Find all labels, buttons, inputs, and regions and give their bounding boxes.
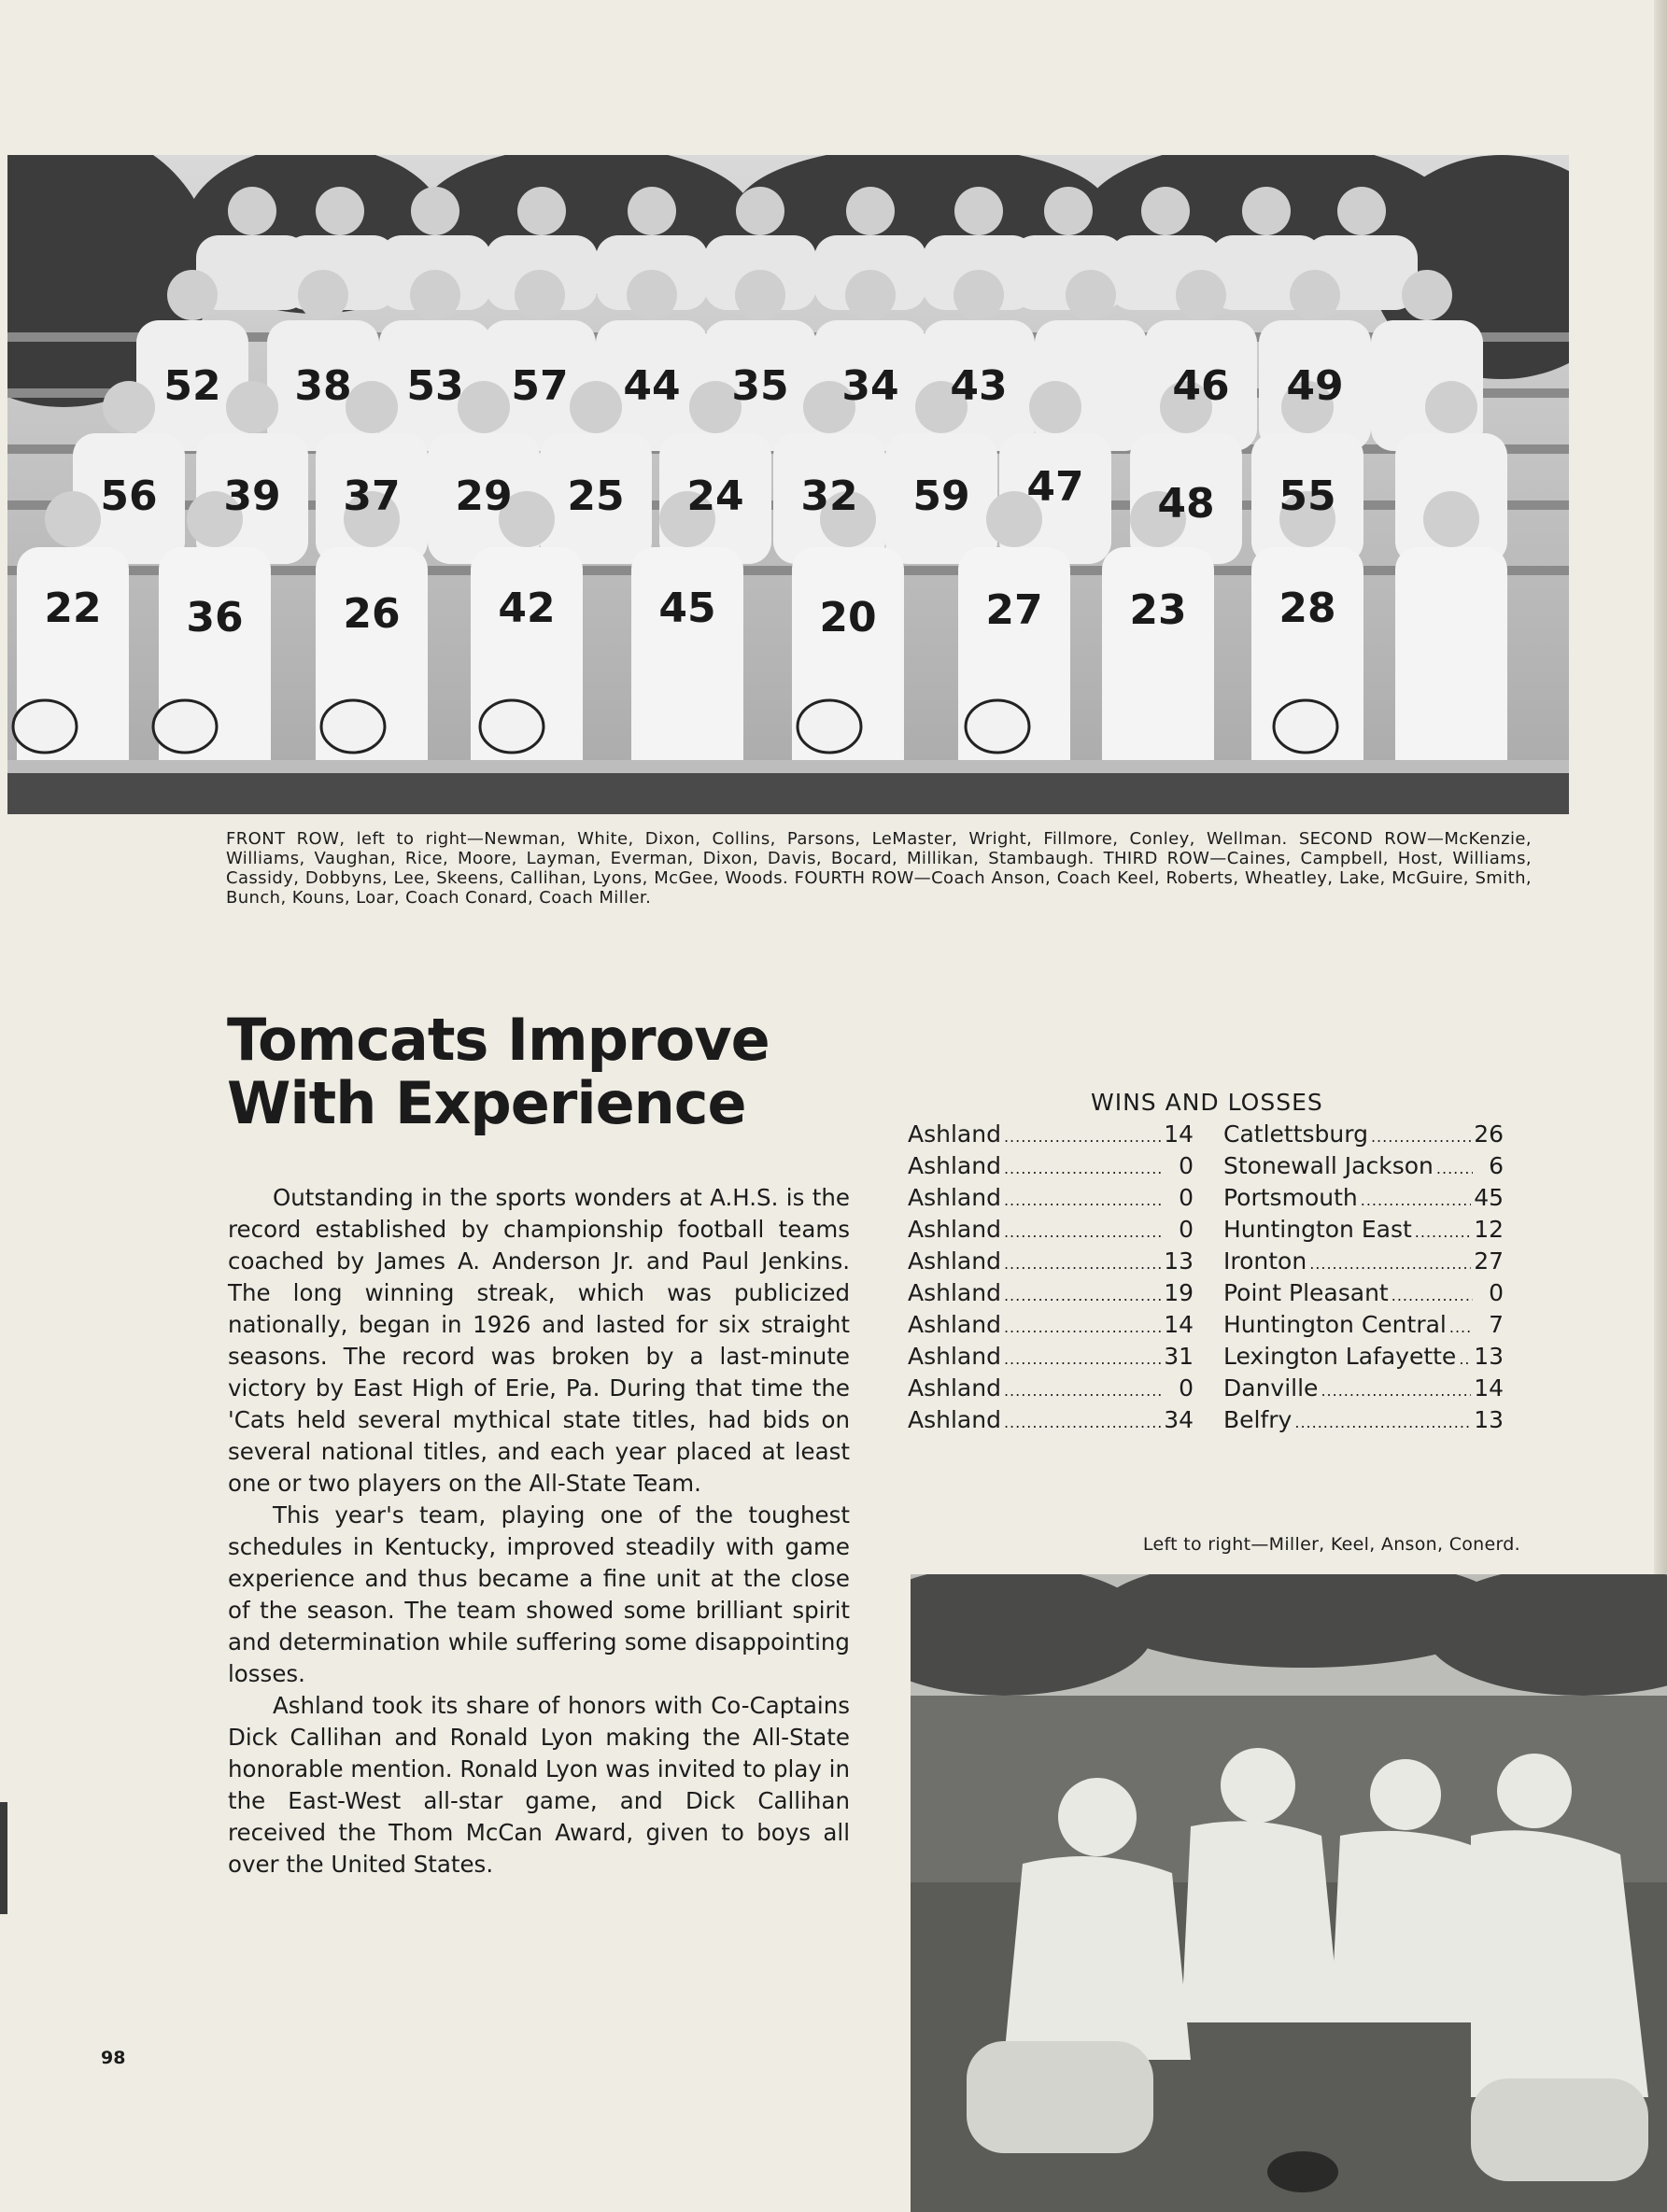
ashland-result — [908, 1404, 1194, 1439]
opponent-score: 0 — [1489, 1279, 1504, 1306]
player-head — [517, 187, 566, 235]
jersey-number: 45 — [658, 585, 716, 632]
helmet — [480, 700, 544, 753]
jersey-number: 26 — [343, 590, 401, 638]
headline-line: With Experience — [227, 1069, 746, 1137]
leader-dots — [1371, 1119, 1471, 1153]
player-head — [45, 491, 101, 547]
jersey-number: 22 — [44, 585, 102, 632]
leader-dots — [1436, 1150, 1473, 1185]
leader-dots — [1004, 1214, 1163, 1248]
coach-photo — [911, 1574, 1667, 2212]
leader-dots — [1294, 1404, 1471, 1439]
jersey-number: 20 — [819, 594, 877, 641]
article-body — [228, 1182, 850, 1881]
player-head — [1402, 270, 1452, 320]
helmet — [1274, 700, 1337, 753]
team-score: 0 — [1179, 1374, 1194, 1402]
ashland-result — [908, 1150, 1194, 1185]
team-score: 13 — [1164, 1247, 1194, 1275]
opponent-name: Belfry — [1223, 1406, 1293, 1433]
coach-photo-graphic — [911, 1574, 1667, 2212]
player-head — [346, 381, 398, 433]
jersey-number: 32 — [800, 472, 858, 520]
jersey-number: 34 — [841, 362, 899, 410]
player-head — [1290, 270, 1340, 320]
player-head — [846, 187, 895, 235]
jersey-number: 38 — [294, 362, 352, 410]
opponent-score: 26 — [1474, 1120, 1504, 1148]
player-head — [1337, 187, 1386, 235]
player-head — [954, 270, 1004, 320]
ashland-result — [908, 1182, 1194, 1217]
player-head — [1425, 381, 1477, 433]
leader-dots — [1415, 1214, 1471, 1248]
game-row — [908, 1341, 1533, 1373]
leader-dots — [1459, 1341, 1471, 1375]
jersey-number: 37 — [343, 472, 401, 520]
opponent-name: Stonewall Jackson — [1223, 1152, 1434, 1179]
game-row — [908, 1119, 1533, 1150]
player-head — [411, 187, 459, 235]
opponent-name: Danville — [1223, 1374, 1319, 1402]
opponent-score: 45 — [1474, 1184, 1504, 1211]
player-head — [736, 187, 784, 235]
team-name: Ashland — [908, 1374, 1001, 1402]
jersey-number: 43 — [950, 362, 1008, 410]
opponent-result — [1223, 1119, 1504, 1153]
player-head — [228, 187, 276, 235]
leader-dots — [1004, 1119, 1161, 1153]
leader-dots — [1392, 1277, 1473, 1312]
player-head — [410, 270, 460, 320]
player-head — [226, 381, 278, 433]
game-row — [908, 1246, 1533, 1277]
jersey-number: 47 — [1026, 463, 1084, 511]
game-row — [908, 1150, 1533, 1182]
article-headline — [227, 1008, 806, 1135]
opponent-result — [1223, 1214, 1504, 1248]
opponent-result — [1223, 1182, 1504, 1217]
jersey-number: 57 — [511, 362, 569, 410]
ashland-result — [908, 1119, 1194, 1153]
jersey-number: 28 — [1279, 585, 1336, 632]
game-row — [908, 1214, 1533, 1246]
helmet — [966, 700, 1029, 753]
article-paragraph: This year's team, playing one of the toughest schedules in Kentucky, improved steadily with game experience and thus became a fine unit at the close of the season. The team showed some brilliant spirit and determination while suffering some disappointing losses. — [228, 1501, 850, 1687]
team-photo — [7, 155, 1569, 814]
player-head — [1423, 491, 1479, 547]
jersey-number: 39 — [223, 472, 281, 520]
opponent-name: Catlettsburg — [1223, 1120, 1368, 1148]
opponent-name: Lexington Lafayette — [1223, 1343, 1457, 1370]
opponent-score: 27 — [1474, 1247, 1504, 1275]
team-score: 0 — [1179, 1216, 1194, 1243]
player-head — [1141, 187, 1190, 235]
headline-line: Tomcats Improve — [227, 1006, 770, 1074]
leader-dots — [1004, 1246, 1161, 1280]
jersey-number: 27 — [985, 586, 1043, 634]
player-head — [1029, 381, 1081, 433]
opponent-result — [1223, 1309, 1504, 1344]
player-head — [103, 381, 155, 433]
opponent-score: 6 — [1489, 1152, 1504, 1179]
opponent-result — [1223, 1404, 1504, 1439]
coach-photo-caption: Left to right—Miller, Keel, Anson, Conerd. — [1142, 1534, 1520, 1555]
team-score: 31 — [1164, 1343, 1194, 1370]
game-row — [908, 1182, 1533, 1214]
jersey-number: 46 — [1172, 362, 1230, 410]
player-head — [1066, 270, 1116, 320]
leader-dots — [1004, 1277, 1161, 1312]
wins-losses-table — [908, 1119, 1533, 1436]
ashland-result — [908, 1373, 1194, 1407]
jersey-number: 42 — [498, 585, 556, 632]
jersey-number: 29 — [455, 472, 513, 520]
jersey-number: 25 — [567, 472, 625, 520]
leader-dots — [1004, 1182, 1163, 1217]
jersey-number: 52 — [163, 362, 221, 410]
opponent-name: Huntington Central — [1223, 1311, 1447, 1338]
opponent-score: 7 — [1489, 1311, 1504, 1338]
player-head — [627, 270, 677, 320]
opponent-name: Ironton — [1223, 1247, 1307, 1275]
team-photo-caption: FRONT ROW, left to right—Newman, White, Dixon, Collins, Parsons, LeMaster, Wright, Fillmore, Conley, Wellman. SECOND ROW—McKenzie, Williams, Vaughan, Rice, Moore, Layman, Everman, Dixon, Davis, Bocard, Millikan, Stambaugh. THIRD ROW—Caines, Campbell, Host, Williams, Cassidy, Dobbyns, Lee, Skeens, Callihan, Lyons, McGee, Woods. FOURTH ROW—Coach Anson, Coach Keel, Roberts, Wheatley, Lake, McGuire, Smith, Bunch, Kouns, Loar, Coach Conard, Coach Miller. — [226, 829, 1532, 908]
player-head — [1176, 270, 1226, 320]
jersey-number: 44 — [623, 362, 681, 410]
helmet — [321, 700, 385, 753]
player-head — [735, 270, 785, 320]
team-name: Ashland — [908, 1152, 1001, 1179]
article-paragraph: Ashland took its share of honors with Co-Captains Dick Callihan and Ronald Lyon making the All-State honorable mention. Ronald Lyon was invited to play in the East-West all-star game, and Dick Callihan received the Thom McCan Award, given to boys all over the United States. — [228, 1692, 850, 1878]
team-score: 0 — [1179, 1184, 1194, 1211]
opponent-name: Huntington East — [1223, 1216, 1412, 1243]
team-name: Ashland — [908, 1184, 1001, 1211]
leader-dots — [1004, 1150, 1163, 1185]
game-row — [908, 1373, 1533, 1404]
team-name: Ashland — [908, 1279, 1001, 1306]
opponent-score: 14 — [1474, 1374, 1504, 1402]
team-score: 34 — [1164, 1406, 1194, 1433]
player-head — [298, 270, 348, 320]
leader-dots — [1361, 1182, 1471, 1217]
leader-dots — [1004, 1309, 1161, 1344]
team-name: Ashland — [908, 1311, 1001, 1338]
player-head — [316, 187, 364, 235]
player-head — [167, 270, 218, 320]
ashland-result — [908, 1341, 1194, 1375]
team-score: 14 — [1164, 1120, 1194, 1148]
jersey-number: 56 — [100, 472, 158, 520]
game-row — [908, 1277, 1533, 1309]
helmet — [798, 700, 861, 753]
jersey-number: 35 — [731, 362, 789, 410]
jersey-number: 48 — [1157, 480, 1215, 528]
binding-mark — [0, 1802, 7, 1914]
team-photo-graphic — [7, 155, 1569, 814]
player-head — [954, 187, 1003, 235]
player-head — [628, 187, 676, 235]
opponent-result — [1223, 1277, 1504, 1312]
opponent-name: Point Pleasant — [1223, 1279, 1389, 1306]
game-row — [908, 1404, 1533, 1436]
leader-dots — [1004, 1341, 1161, 1375]
leader-dots — [1449, 1309, 1473, 1344]
opponent-score: 12 — [1474, 1216, 1504, 1243]
jersey-number: 36 — [186, 594, 244, 641]
jersey-number: 59 — [912, 472, 970, 520]
ashland-result — [908, 1277, 1194, 1312]
leader-dots — [1004, 1404, 1161, 1439]
team-name: Ashland — [908, 1216, 1001, 1243]
leader-dots — [1321, 1373, 1471, 1407]
article-paragraph: Outstanding in the sports wonders at A.H.S. is the record established by championship football teams coached by James A. Anderson Jr. and Paul Jenkins. The long winning streak, which was publicized nationally, began in 1926 and lasted for six straight seasons. The record was broken by a last-minute victory by East High of Erie, Pa. During that time the 'Cats held several mythical state titles, had bids on several national titles, and each year placed at least one or two players on the All-State Team. — [228, 1184, 850, 1497]
team-score: 0 — [1179, 1152, 1194, 1179]
leader-dots — [1309, 1246, 1471, 1280]
player-head — [1242, 187, 1291, 235]
opponent-score: 13 — [1474, 1406, 1504, 1433]
opponent-result — [1223, 1150, 1504, 1185]
player-figure — [1371, 320, 1483, 451]
player-head — [570, 381, 622, 433]
team-name: Ashland — [908, 1343, 1001, 1370]
player-head — [1044, 187, 1093, 235]
jersey-number: 23 — [1129, 586, 1187, 634]
team-name: Ashland — [908, 1120, 1001, 1148]
wins-losses-title: WINS AND LOSSES — [1091, 1089, 1323, 1116]
jersey-number: 49 — [1286, 362, 1344, 410]
jersey-number: 55 — [1279, 472, 1336, 520]
jersey-number: 24 — [686, 472, 744, 520]
opponent-result — [1223, 1246, 1504, 1280]
player-head — [458, 381, 510, 433]
team-score: 19 — [1164, 1279, 1194, 1306]
jersey-number: 53 — [406, 362, 464, 410]
helmet — [153, 700, 217, 753]
player-head — [515, 270, 565, 320]
team-name: Ashland — [908, 1406, 1001, 1433]
team-score: 14 — [1164, 1311, 1194, 1338]
opponent-name: Portsmouth — [1223, 1184, 1358, 1211]
leader-dots — [1004, 1373, 1163, 1407]
team-name: Ashland — [908, 1247, 1001, 1275]
opponent-result — [1223, 1373, 1504, 1407]
ashland-result — [908, 1214, 1194, 1248]
ashland-result — [908, 1309, 1194, 1344]
page-number: 98 — [101, 2048, 126, 2068]
opponent-result — [1223, 1341, 1504, 1375]
helmet — [13, 700, 77, 753]
opponent-score: 13 — [1474, 1343, 1504, 1370]
player-head — [845, 270, 896, 320]
ashland-result — [908, 1246, 1194, 1280]
game-row — [908, 1309, 1533, 1341]
